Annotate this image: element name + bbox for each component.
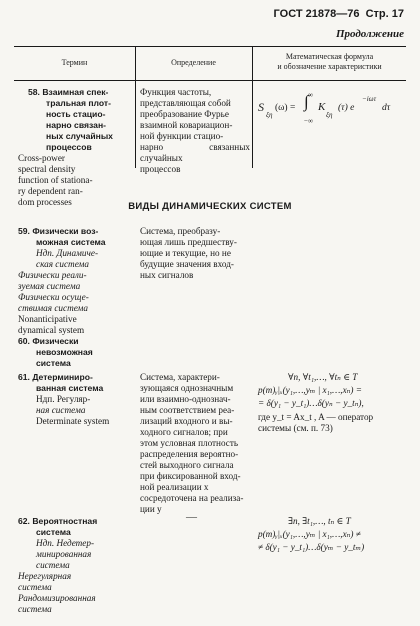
entry-62-term: 62. Вероятностная система Ндп. Недетер- минированная система Нерегулярная система Рандомизированная система [18, 516, 98, 614]
entry-58-term: 58. Взаимная спек- тральная плот- ность стацио- нарно связан- ных случайных процессов [28, 87, 113, 152]
column-header-definition: Определение [171, 58, 216, 67]
table-top-rule [14, 46, 406, 47]
entry-62-formula: ∃n, ∃t₁,…, tₙ ∈ T p(m)ᵧ|ₓ(y₁,…,yₘ | x₁,…,xₙ) ≠ ≠ δ(y₁ − y_t₁)…δ(yₘ − y_tₘ) [258, 516, 365, 552]
entry-58-formula: S ξη (ω) = ∞ ∫ −∞ K ξη (τ) e −iωτ dτ [258, 91, 391, 125]
column-header-term: Термин [61, 58, 88, 67]
page-header [274, 8, 404, 20]
appendix-label: Продолжение [335, 28, 404, 40]
section-title: ВИДЫ ДИНАМИЧЕСКИХ СИСТЕМ [128, 201, 292, 212]
table-header-rule [14, 80, 406, 81]
page-number: Стр. 17 [365, 8, 404, 20]
entry-61-formula: ∀n, ∀t₁,…, ∀tₙ ∈ T p(m)ᵧ|ₓ(y₁,…,yₘ | x₁,…,xₙ) = = δ(y₁ − y_t₁)…δ(yₙ − y_tₙ), где y_t = Ax_t , A — оператор системы (см. п. 73) [258, 372, 374, 433]
entry-59-term: 59. Физически воз- можная система Ндп. Динамиче- ская система Физически реали- зуемая система Физически осуще- ствимая система Nonanticipative dynamical system [18, 226, 106, 335]
entry-58-definition: Функция частоты, представляющая собой преобразование Фурье взаимной ковариацион- ной функции стацио- нарно связанных случайных процессов [140, 87, 250, 174]
standard-number: ГОСТ 21878—76 [273, 8, 360, 20]
entry-61-term: 61. Детерминиро- ванная система Ндп. Регуляр- ная система Determinate system [18, 372, 110, 426]
column-header-formula: Математическая формула и обозначение характеристики [277, 52, 382, 71]
entry-59-definition: Система, преобразу- ющая лишь предшеству- ющие и текущие, но не будущие значения вход- ных сигналов [140, 226, 237, 280]
entry-61-definition: Система, характери- зующаяся однозначным или взаимно-однознач- ным соответствием реа- лизаций входного и вы- ходного сигналов; при этом условная плотность распределения вероятно- стей выходного сигнала при фиксированной вход- ной реализации x сосредоточена на реализа- ции y [140, 372, 244, 514]
entry-58-english: Cross-power spectral density function of stationa- ry dependent ran- dom processes [18, 153, 93, 207]
entry-62-definition: — [186, 511, 197, 523]
entry-60-term: 60. Физически невозможная система [18, 336, 93, 368]
